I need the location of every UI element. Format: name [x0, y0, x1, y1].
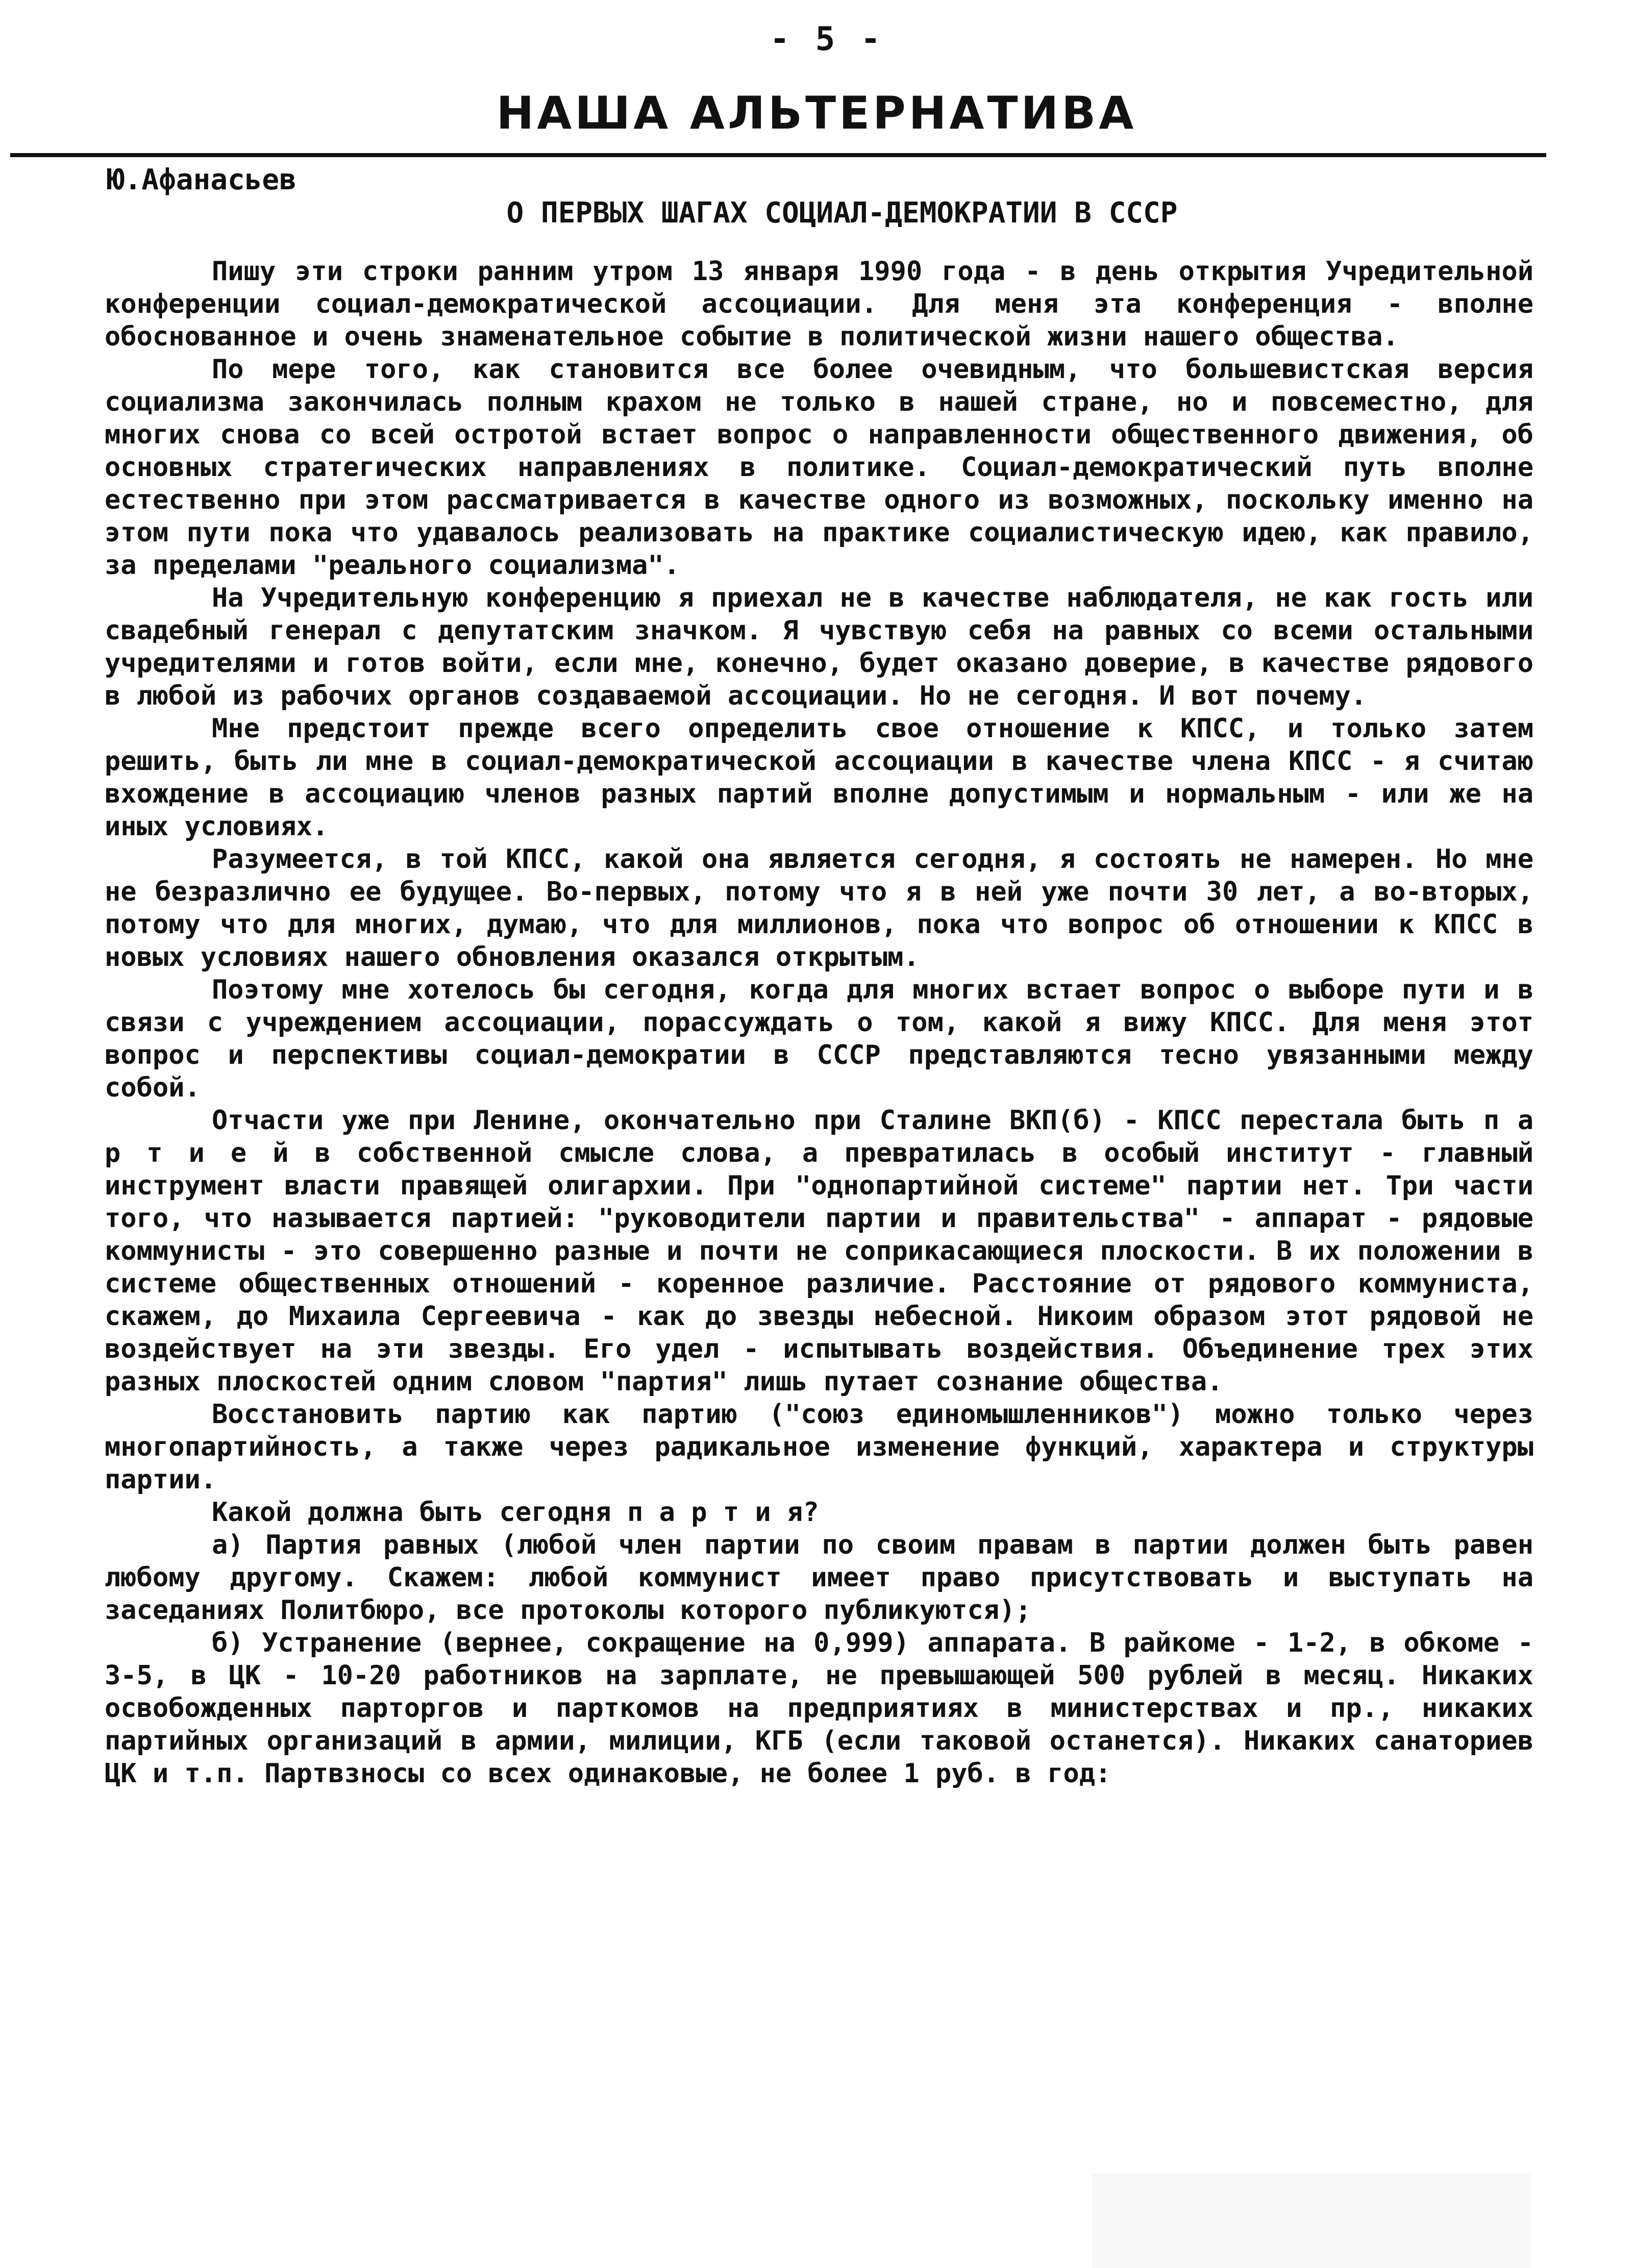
paragraph: Какой должна быть сегодня п а р т и я?: [212, 1497, 819, 1528]
article-title: О ПЕРВЫХ ШАГАХ СОЦИАЛ-ДЕМОКРАТИИ В СССР: [506, 196, 1178, 230]
paragraph: Разумеется, в той КПСС, какой она является сегодня, я состоять не намерен. Но мне не безразлично ее будущее. Во-первых, потому что я в ней уже почти 30 лет, а во-вторых, потому что для многих, думаю, что для миллионов, пока что вопрос об отношении к КПСС в новых условиях нашего обновления оказался открытым.: [105, 844, 1533, 973]
list-item-b: б) Устранение (вернее, сокращение на 0,999) аппарата. В райкоме - 1-2, в обкоме - 3-5, в ЦК - 10-20 работников на зарплате, не превышающей 500 рублей в месяц. Никаких освобожденных парторгов и парткомов на предприятиях в министерствах и пр., никаких партийных организаций в армии, милиции, КГБ (если таковой останется). Никаких санаториев ЦК и т.п. Партвзносы со всех одинаковые, не более 1 руб. в год:: [105, 1628, 1533, 1789]
paragraph: Пишу эти строки ранним утром 13 января 1990 года - в день открытия Учредительной конференции социал-демократической ассоциации. Для меня эта конференция - вполне обоснованное и очень знаменательное событие в политической жизни нашего общества.: [105, 256, 1533, 352]
paragraph: Поэтому мне хотелось бы сегодня, когда для многих встает вопрос о выборе пути и в связи с учреждением ассоциации, порассуждать о том, какой я вижу КПСС. Для меня этот вопрос и перспективы социал-демократии в СССР представляются тесно увязанными между собой.: [105, 975, 1533, 1103]
article-body: [105, 255, 1533, 1790]
paragraph: На Учредительную конференцию я приехал не в качестве наблюдателя, не как гость или свадебный генерал с депутатским значком. Я чувствую себя на равных со всеми остальными учредителями и готов войти, если мне, конечно, будет оказано доверие, в качестве рядового в любой из рабочих органов создаваемой ассоциации. Но не сегодня. И вот почему.: [105, 583, 1533, 711]
article-author: Ю.Афанасьев: [107, 163, 296, 196]
paragraph: Отчасти уже при Ленине, окончательно при Сталине ВКП(б) - КПСС перестала быть п а р т и е й в собственной смысле слова, а превратилась в особый институт - главный инструмент власти правящей олигархии. При "однопартийной системе" партии нет. Три части того, что называется партией: "руководители партии и правительства" - аппарат - рядовые коммунисты - это совершенно разные и почти не соприкасающиеся плоскости. В их положении в системе общественных отношений - коренное различие. Расстояние от рядового коммуниста, скажем, до Михаила Сергеевича - как до звезды небесной. Никоим образом этот рядовой не воздействует на эти звезды. Его удел - испытывать воздействия. Объединение трех этих разных плоскостей одним словом "партия" лишь путает сознание общества.: [105, 1105, 1533, 1397]
paragraph: Мне предстоит прежде всего определить свое отношение к КПСС, и только затем решить, быть ли мне в социал-демократической ассоциации в качестве члена КПСС - я считаю вхождение в ассоциацию членов разных партий вполне допустимым и нормальным - или же на иных условиях.: [105, 713, 1533, 842]
list-item-a: а) Партия равных (любой член партии по своим правам в партии должен быть равен любому другому. Скажем: любой коммунист имеет право присутствовать и выступать на заседаниях Политбюро, все протоколы которого публикуются);: [105, 1530, 1533, 1626]
paragraph: По мере того, как становится все более очевидным, что большевистская версия социализма закончилась полным крахом не только в нашей стране, но и повсеместно, для многих снова со всей остротой встает вопрос о направленности общественного движения, об основных стратегических направлениях в политике. Социал-демократический путь вполне естественно при этом рассматривается в качестве одного из возможных, поскольку именно на этом пути пока что удавалось реализовать на практике социалистическую идею, как правило, за пределами "реального социализма".: [105, 354, 1533, 581]
paragraph: Восстановить партию как партию ("союз единомышленников") можно только через многопартийность, а также через радикальное изменение функций, характера и структуры партии.: [105, 1399, 1533, 1495]
section-heading: НАША АЛЬТЕРНАТИВА: [496, 87, 1137, 139]
page-number: - 5 -: [770, 20, 884, 58]
scan-smudge: [1092, 2174, 1531, 2268]
heading-rule: [10, 153, 1546, 157]
